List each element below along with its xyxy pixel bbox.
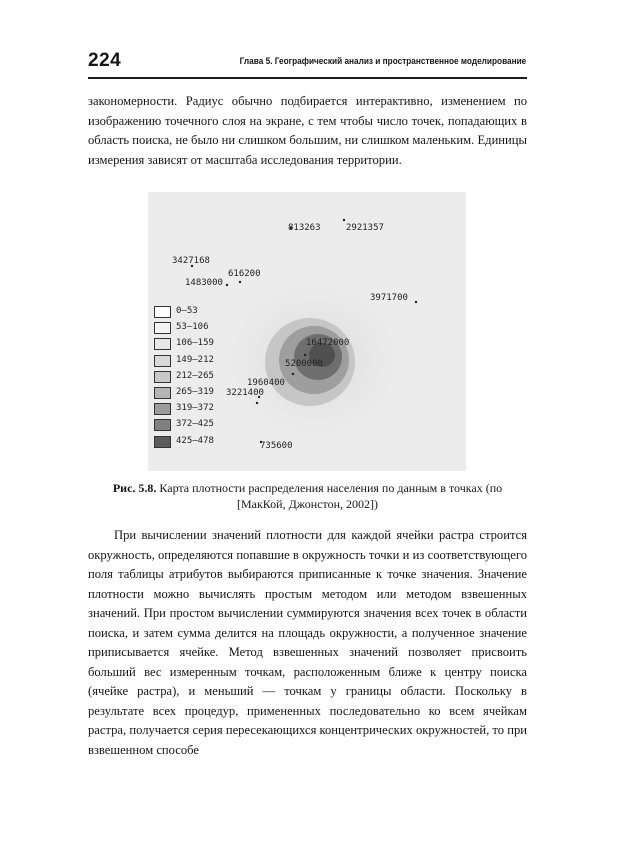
point-label: 1483000 <box>185 278 223 288</box>
legend-swatch <box>154 436 171 448</box>
point-marker <box>292 373 294 375</box>
point-marker <box>343 219 345 221</box>
point-label: 813263 <box>288 223 321 233</box>
point-label: 735600 <box>260 441 293 451</box>
point-marker <box>304 354 306 356</box>
point-label: 5200000 <box>285 359 323 369</box>
running-head: Глава 5. Географический анализ и пространственное моделирование <box>239 56 526 67</box>
legend-label: 425–478 <box>176 435 214 446</box>
point-label: 616200 <box>228 269 261 279</box>
point-label: 3221400 <box>226 388 264 398</box>
legend-swatch <box>154 403 171 415</box>
page-header <box>88 50 526 74</box>
page-number: 224 <box>88 50 122 71</box>
point-label: 3427168 <box>172 256 210 266</box>
legend-label: 372–425 <box>176 419 214 430</box>
legend-label: 212–265 <box>176 370 214 381</box>
point-marker <box>256 402 258 404</box>
figure-caption <box>88 480 527 512</box>
paragraph-2: При вычислении значений плотности для каждой ячейки растра строится окружность, определяются попавшие в окружность точки и из соответствующего поля таблицы атрибутов выбираются приписанные к точке значения. Значение плотности можно вычислять простым методом или методом взвешенных значений. При простом вычислении суммируются значения всех точек в области поиска, и затем сумма делится на площадь окружности, а полученное значение приписывается ячейке. Метод взвешенных значений позволяет присвоить больший вес измеренным точкам, расположенным ближе к центру поиска (ячейке растра), и меньший — точкам у границы области. Поскольку в результате всех процедур, примененных последовательно ко всем ячейкам растра, получается серия пересекающихся концентрических окружностей, то при взвешенном способе <box>88 528 527 757</box>
point-marker <box>226 284 228 286</box>
paragraph-1: закономерности. Радиус обычно подбирается интерактивно, изменением по изображению точечного слоя на экране, с тем чтобы число точек, попадающих в область поиска, не было ни слишком большим, ни слишком маленьким. Единицы измерения зависят от масштаба исследования территории. <box>88 94 527 167</box>
legend-swatch <box>154 419 171 431</box>
legend-label: 53–106 <box>176 322 209 333</box>
legend-swatch <box>154 387 171 399</box>
legend-swatch <box>154 371 171 383</box>
legend-swatch <box>154 322 171 334</box>
legend-swatch <box>154 306 171 318</box>
density-map-figure <box>148 192 466 471</box>
legend-label: 0–53 <box>176 306 198 316</box>
point-marker <box>415 301 417 303</box>
point-label: 3971700 <box>370 293 408 303</box>
figure-caption-text: Карта плотности распределения населения по данным в точках (по [МакКой, Джонстон, 2002]) <box>159 481 503 511</box>
point-label: 2921357 <box>346 223 384 233</box>
legend-label: 149–212 <box>176 354 214 365</box>
legend-label: 106–159 <box>176 338 214 349</box>
figure-caption-label: Рис. 5.8. <box>112 481 157 495</box>
legend-swatch <box>154 355 171 367</box>
point-marker <box>239 281 241 283</box>
legend-label: 265–319 <box>176 386 214 397</box>
legend-label: 319–372 <box>176 403 214 414</box>
legend-swatch <box>154 338 171 350</box>
point-label: 16472000 <box>306 338 350 348</box>
header-rule <box>88 77 527 79</box>
point-label: 1960400 <box>247 378 285 388</box>
